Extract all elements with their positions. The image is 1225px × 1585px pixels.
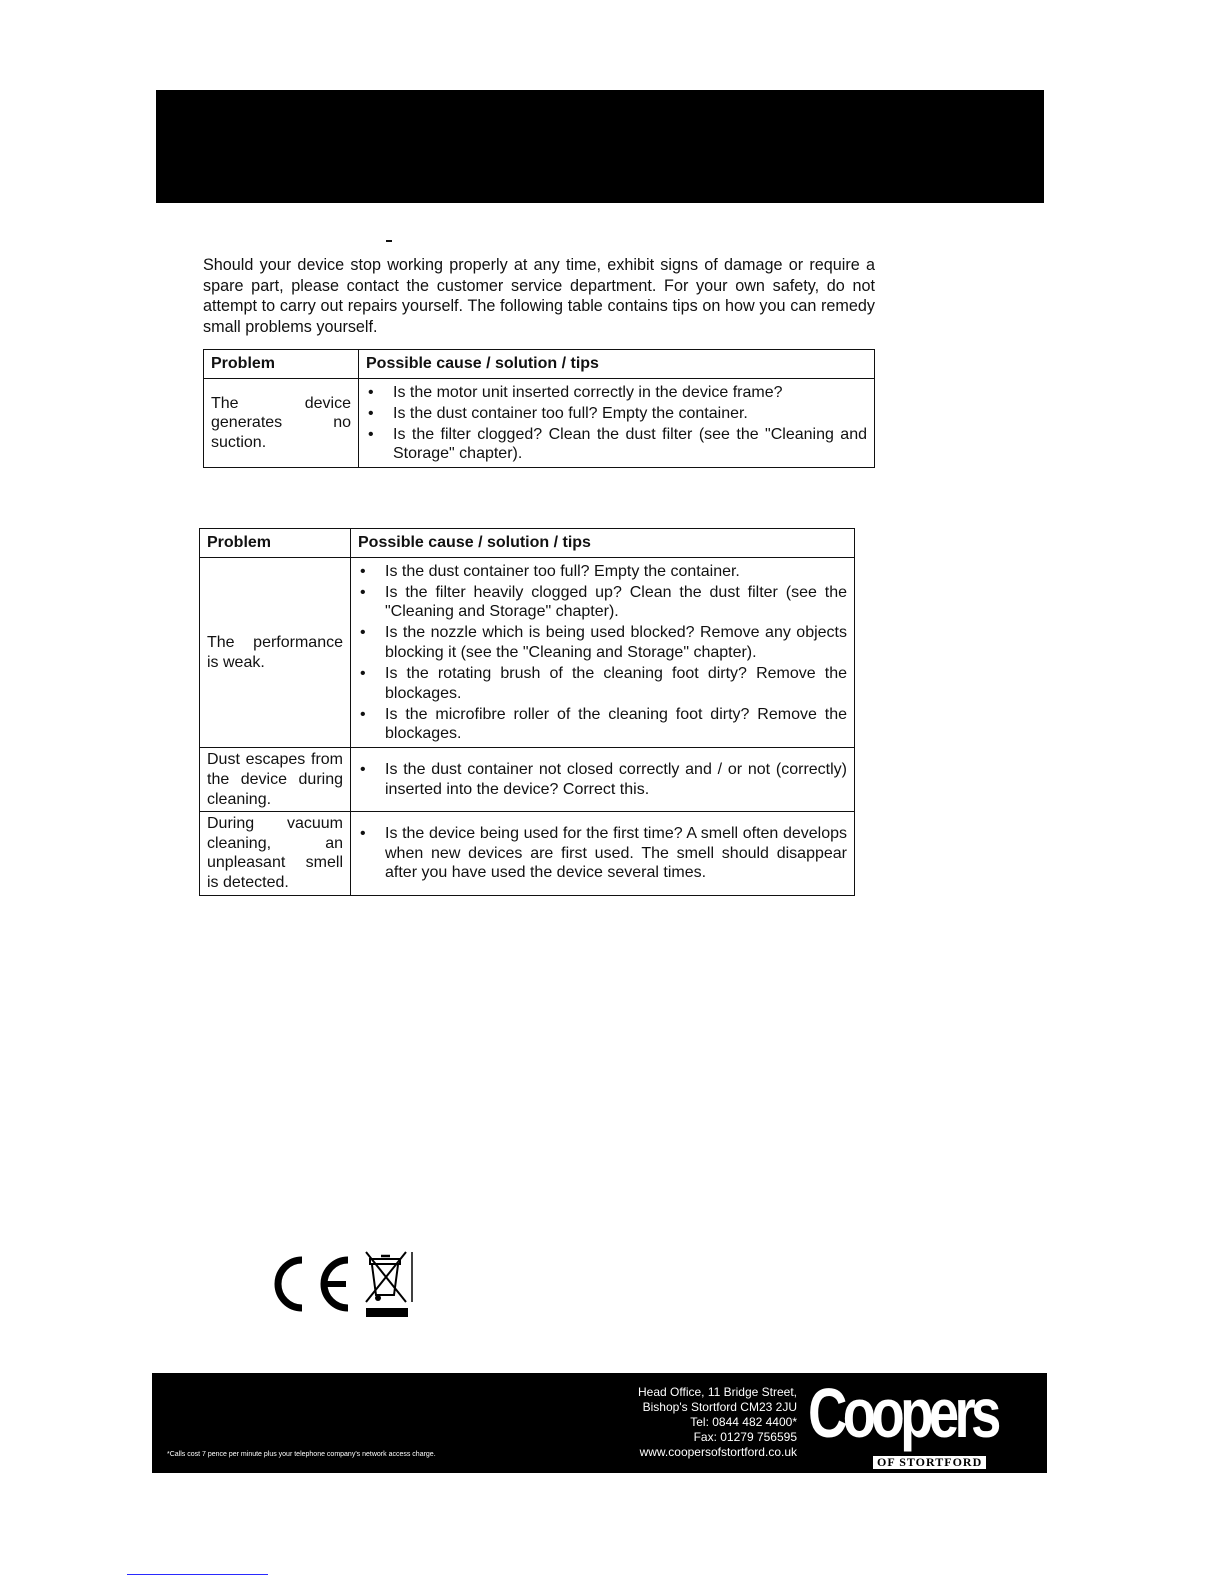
column-header-tips: Possible cause / solution / tips bbox=[359, 350, 875, 379]
problem-cell: Dust escapes from the device during cleaning. bbox=[200, 748, 351, 812]
column-header-problem: Problem bbox=[200, 529, 351, 558]
tip-item: • Is the nozzle which is being used blocked? Remove any objects blocking it (see the "Cleaning and Storage" chapter). bbox=[358, 623, 847, 662]
tips-cell bbox=[351, 812, 855, 895]
link-underline[interactable] bbox=[127, 1574, 268, 1575]
phone-number: Tel: 0844 482 4400* bbox=[690, 1415, 797, 1429]
tips-cell bbox=[351, 748, 855, 812]
table-row bbox=[204, 379, 875, 468]
column-header-tips: Possible cause / solution / tips bbox=[351, 529, 855, 558]
tip-item: • Is the rotating brush of the cleaning foot dirty? Remove the blockages. bbox=[358, 664, 847, 703]
header-bar bbox=[156, 90, 1044, 203]
tip-item: • Is the microfibre roller of the cleaning foot dirty? Remove the blockages. bbox=[358, 705, 847, 744]
tips-cell bbox=[351, 558, 855, 748]
call-cost-footnote: *Calls cost 7 pence per minute plus your telephone company's network access charge. bbox=[167, 1451, 436, 1458]
compliance-marks bbox=[266, 1250, 418, 1318]
intro-paragraph: Should your device stop working properly at any time, exhibit signs of damage or require a spare part, please contact the customer service department. For your own safety, do not attempt to carry out repairs yourself. The following table contains tips on how you can remedy small problems yourself. bbox=[203, 256, 875, 336]
troubleshooting-table-1 bbox=[203, 349, 875, 468]
website-link[interactable]: www.coopersofstortford.co.uk bbox=[639, 1445, 797, 1459]
footer-bar bbox=[152, 1373, 1047, 1473]
tip-item: • Is the motor unit inserted correctly in the device frame? bbox=[366, 383, 867, 403]
brand-logo-subtitle: OF STORTFORD bbox=[873, 1456, 986, 1469]
tip-item: • Is the filter clogged? Clean the dust filter (see the "Cleaning and Storage" chapter). bbox=[366, 425, 867, 464]
fax-number: Fax: 01279 756595 bbox=[693, 1430, 797, 1444]
tip-item: • Is the device being used for the first time? A smell often develops when new devices are first used. The smell should disappear after you have used the device several times. bbox=[358, 824, 847, 883]
brand-logo: Coopers bbox=[808, 1374, 997, 1452]
stray-mark bbox=[386, 240, 392, 242]
address-line: Head Office, 11 Bridge Street, bbox=[638, 1385, 797, 1399]
problem-cell: During vacuum cleaning, an unpleasant smell is detected. bbox=[200, 812, 351, 895]
column-header-problem: Problem bbox=[204, 350, 359, 379]
ce-mark-icon bbox=[278, 1260, 348, 1308]
problem-cell: The performance is weak. bbox=[200, 558, 351, 748]
tip-item: • Is the filter heavily clogged up? Clean the dust filter (see the "Cleaning and Storage" chapter). bbox=[358, 583, 847, 622]
head-office-address bbox=[638, 1385, 797, 1460]
table-row bbox=[200, 558, 855, 748]
table-row bbox=[200, 812, 855, 895]
tip-item: • Is the dust container too full? Empty the container. bbox=[366, 404, 867, 424]
problem-cell: The device generates no suction. bbox=[204, 379, 359, 468]
troubleshooting-table-2 bbox=[199, 528, 855, 896]
address-line: Bishop's Stortford CM23 2JU bbox=[642, 1400, 797, 1414]
tips-cell bbox=[359, 379, 875, 468]
tip-item: • Is the dust container not closed correctly and / or not (correctly) inserted into the device? Correct this. bbox=[358, 760, 847, 799]
weee-bin-icon bbox=[366, 1252, 412, 1317]
tip-item: • Is the dust container too full? Empty the container. bbox=[358, 562, 847, 582]
table-row bbox=[200, 748, 855, 812]
